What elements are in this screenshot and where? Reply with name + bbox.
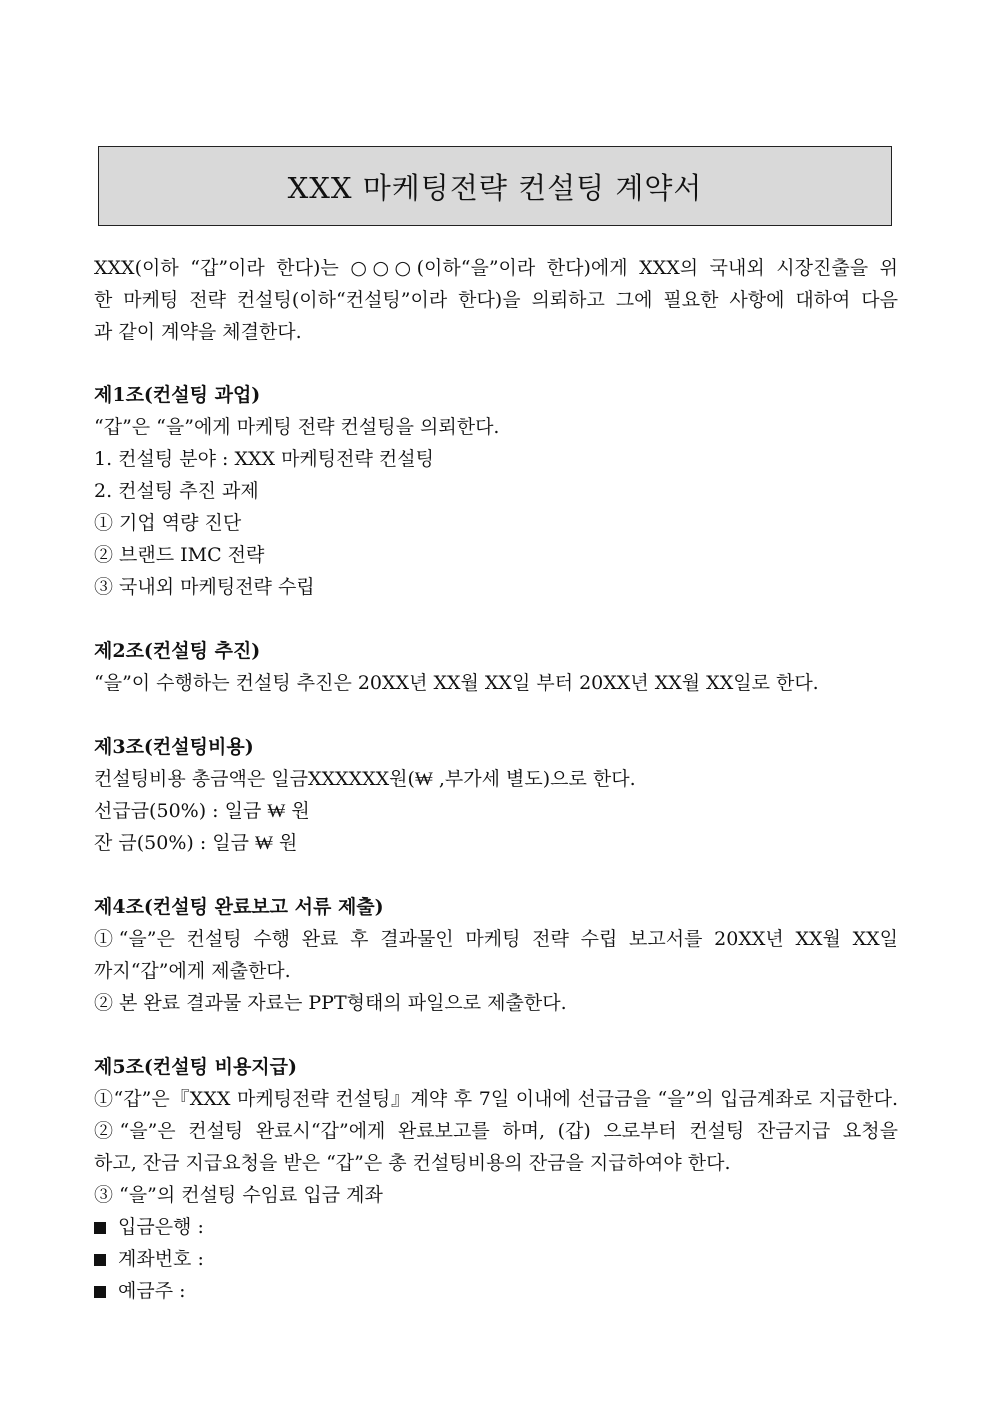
article3-line-2: 선급금(50%) : 일금 ₩ 원 xyxy=(94,800,310,822)
article5-line-3: 하고, 잔금 지급요청을 받은 “갑”은 총 컨설팅비용의 잔금을 지급하여야 한다. xyxy=(94,1152,731,1174)
intro-line-2: 한 마케팅 전략 컨설팅(이하“컨설팅”이라 한다)을 의뢰하고 그에 필요한 사항에 대하여 다음 xyxy=(94,289,898,311)
square-bullet-icon xyxy=(94,1222,106,1234)
article4-line-2: 까지“갑”에게 제출한다. xyxy=(94,960,291,982)
article2-heading: 제2조(컨설팅 추진) xyxy=(94,640,261,662)
article3-line-1: 컨설팅비용 총금액은 일금XXXXXX원(₩ ,부가세 별도)으로 한다. xyxy=(94,768,636,790)
article5-line-2: ②“을”은 컨설팅 완료시“갑”에게 완료보고를 하며, (갑) 으로부터 컨설팅 잔금지급 요청을 xyxy=(94,1120,898,1142)
account-holder-row xyxy=(94,1275,898,1307)
article5-line-4: ③ “을”의 컨설팅 수임료 입금 계좌 xyxy=(94,1184,383,1206)
article4-line-3: ② 본 완료 결과물 자료는 PPT형태의 파일으로 제출한다. xyxy=(94,992,567,1014)
article5-heading: 제5조(컨설팅 비용지급) xyxy=(94,1056,298,1078)
document-title: XXX 마케팅전략 컨설팅 계약서 xyxy=(287,170,703,205)
intro-line-3: 과 같이 계약을 체결한다. xyxy=(94,321,302,343)
article1-line-5: ② 브랜드 IMC 전략 xyxy=(94,544,265,566)
account-number-row xyxy=(94,1243,898,1275)
article5-line-1: ①“갑”은『XXX 마케팅전략 컨설팅』계약 후 7일 이내에 선급금을 “을”의 입금계좌로 지급한다. xyxy=(94,1088,898,1110)
article3-heading: 제3조(컨설팅비용) xyxy=(94,736,254,758)
article1-line-4: ① 기업 역량 진단 xyxy=(94,512,242,534)
article1-line-6: ③ 국내외 마케팅전략 수립 xyxy=(94,576,315,598)
square-bullet-icon xyxy=(94,1286,106,1298)
square-bullet-icon xyxy=(94,1254,106,1266)
article1-line-1: “갑”은 “을”에게 마케팅 전략 컨설팅을 의뢰한다. xyxy=(94,416,500,438)
article2-line-1: “을”이 수행하는 컨설팅 추진은 20XX년 XX월 XX일 부터 20XX년 XX월 XX일로 한다. xyxy=(94,672,819,694)
intro-line-1: XXX(이하 “갑”이라 한다)는 ○○○(이하“을”이라 한다)에게 XXX의 국내외 시장진출을 위 xyxy=(94,257,898,279)
article3-line-3: 잔 금(50%) : 일금 ₩ 원 xyxy=(94,832,298,854)
article1-line-2: 1. 컨설팅 분야 : XXX 마케팅전략 컨설팅 xyxy=(94,448,434,470)
article4-line-1: ①“을”은 컨설팅 수행 완료 후 결과물인 마케팅 전략 수립 보고서를 20XX년 XX월 XX일 xyxy=(94,928,898,950)
account-bank-label: 입금은행 : xyxy=(118,1216,204,1238)
account-bank-row xyxy=(94,1211,898,1243)
title-box xyxy=(98,146,892,226)
account-holder-label: 예금주 : xyxy=(118,1280,186,1302)
article4-heading: 제4조(컨설팅 완료보고 서류 제출) xyxy=(94,896,384,918)
article1-line-3: 2. 컨설팅 추진 과제 xyxy=(94,480,259,502)
account-number-label: 계좌번호 : xyxy=(118,1248,204,1270)
article1-heading: 제1조(컨설팅 과업) xyxy=(94,384,261,406)
